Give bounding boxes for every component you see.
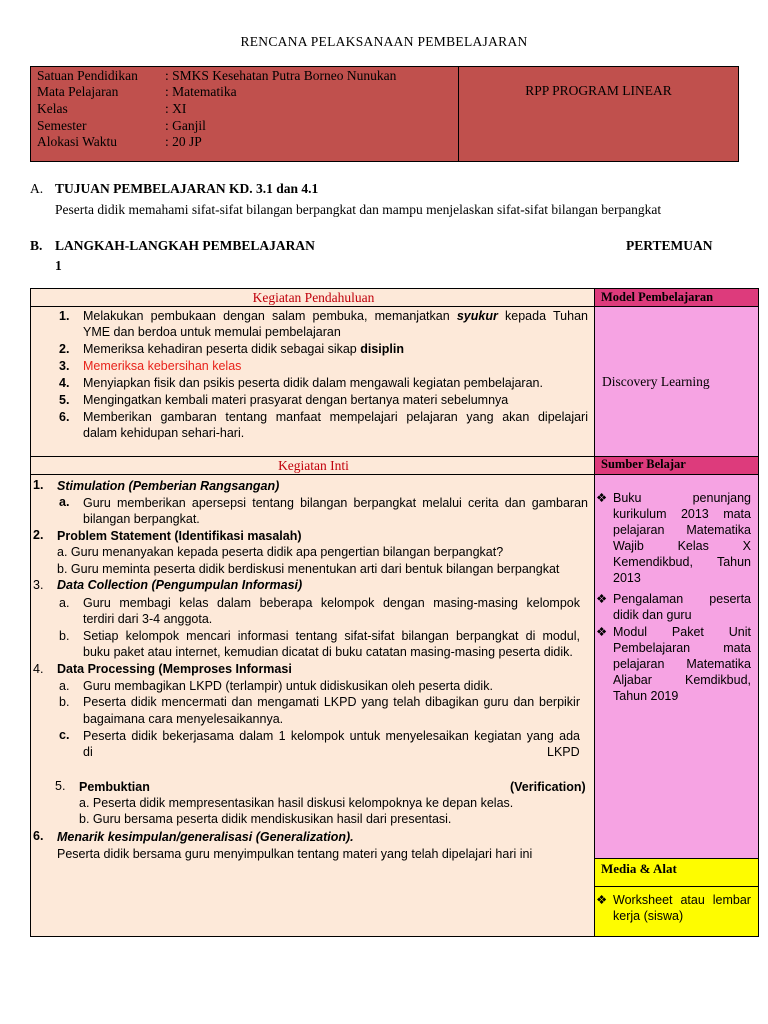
pertemuan-label: PERTEMUAN [626, 238, 713, 253]
sumber-header: Sumber Belajar [594, 456, 759, 475]
list-item: Menyiapkan fisik dan psikis peserta didik dalam mengawali kegiatan pembelajaran. [83, 376, 543, 390]
list-item: a. Peserta didik mempresentasikan hasil diskusi kelompoknya ke depan kelas. [79, 796, 514, 810]
model-body [594, 306, 759, 457]
diamond-bullet-icon: ❖ [596, 893, 608, 907]
model-value: Discovery Learning [602, 374, 710, 389]
model-header: Model Pembelajaran [594, 288, 759, 307]
section-b-letter: B. [30, 238, 43, 253]
list-item: Guru membagikan LKPD (terlampir) untuk didiskusikan oleh peserta didik. [83, 679, 493, 693]
media-item: Worksheet atau lembar kerja (siswa) [613, 893, 751, 923]
column-divider [458, 67, 459, 161]
diamond-bullet-icon: ❖ [596, 491, 608, 505]
identity-row: Kelas : XI [37, 101, 187, 116]
page-title: RENCANA PELAKSANAAN PEMBELAJARAN [240, 34, 528, 49]
list-item: Guru memberikan apersepsi tentang bilangan berpangkat melalui cerita dan gambaran [83, 496, 588, 510]
list-item: Guru membagi kelas dalam beberapa kelompok dengan masing-masing kelompok [83, 596, 580, 610]
list-item: Memeriksa kebersihan kelas [83, 359, 242, 373]
inti-header: Kegiatan Inti [30, 456, 595, 475]
pendahuluan-header: Kegiatan Pendahuluan [30, 288, 595, 307]
list-item: Peserta didik mencermati dan mengamati LKPD yang telah dibagikan guru dan berpikir [83, 695, 580, 709]
step-title: Data Collection (Pengumpulan Informasi) [57, 578, 303, 592]
section-a-letter: A. [30, 181, 44, 196]
media-header: Media & Alat [594, 858, 759, 887]
identity-box [30, 66, 739, 162]
section-a-text: Peserta didik memahami sifat-sifat bilangan berpangkat dan mampu menjelaskan sifat-sifat bilangan berpangkat [55, 202, 662, 217]
list-item: Memeriksa kehadiran peserta didik sebagai sikap disiplin [83, 342, 404, 356]
diamond-bullet-icon: ❖ [596, 592, 608, 606]
list-item: Melakukan pembukaan dengan salam pembuka, memanjatkan syukur kepada Tuhan [83, 309, 588, 323]
step-title: Problem Statement (Identifikasi masalah) [57, 529, 302, 543]
identity-row: Satuan Pendidikan : SMKS Kesehatan Putra Borneo Nunukan [37, 68, 397, 83]
pertemuan-number: 1 [55, 258, 62, 273]
step-title: Data Processing (Memproses Informasi [57, 662, 292, 676]
sumber-item: Modul Paket Unit Pembelajaran mata pelajaran Matematika Aljabar Kemdikbud, Tahun 2019 [613, 625, 751, 703]
list-item: Setiap kelompok mencari informasi tentang sifat-sifat bilangan berpangkat di modul, [83, 629, 580, 643]
diamond-bullet-icon: ❖ [596, 625, 608, 639]
step-title: Pembuktian [79, 780, 150, 794]
section-b-heading: LANGKAH-LANGKAH PEMBELAJARAN [55, 238, 315, 253]
section-a-heading: TUJUAN PEMBELAJARAN KD. 3.1 dan 4.1 [55, 181, 319, 196]
pendahuluan-body: 1. Melakukan pembukaan dengan salam pembuka, memanjatkan syukur kepada Tuhan YME dan berdoa untuk memulai pembelajaran 2. Memeriksa kehadiran peserta didik sebagai sikap disiplin 3. Memeriksa kebersihan kelas 4. Menyiapkan fisik dan psikis peserta didik dalam mengawali kegiatan pembelajaran. 5. Mengingatkan kembali materi prasyarat dengan bertanya materi sebelumnya 6. Memberikan gambaran tentang manfaat mempelajari pelajaran yang akan dipelajari dalam kehidupan sehari-hari. [30, 306, 595, 457]
inti-body: 1. Stimulation (Pemberian Rangsangan) a. Guru memberikan apersepsi tentang bilangan berpangkat melalui cerita dan gambaran bilangan berpangkat. 2. Problem Statement (Identifikasi masalah) a. Guru menanyakan kepada peserta didik apa pengertian bilangan berpangkat? b. Guru meminta peserta didik berdiskusi menentukan arti dari bentuk bilangan berpangkat 3. Data Collection (Pengumpulan Informasi) a. Guru membagi kelas dalam beberapa kelompok dengan masing-masing kelompok terdiri dari 3-4 anggota. b. Setiap kelompok mencari informasi tentang sifat-sifat bilangan berpangkat di modul, buku paket atau internet, kemudian dicatat di buku catatan masing-masing peserta didik. 4. Data Processing (Memproses Informasi a. Guru membagikan LKPD (terlampir) untuk didiskusikan oleh peserta didik. b. Peserta didik mencermati dan mengamati LKPD yang telah dibagikan guru dan berpikir bagaimana cara menyelesaikannya. c. Peserta didik bekerjasama dalam 1 kelompok untuk menyelesaikan kegiatan yang ada di LKPD 5. Pembuktian (Verification) a. Peserta didik mempresentasikan hasil diskusi kelompoknya ke depan kelas. b. Guru bersama peserta didik mendiskusikan hasil dari presentasi. 6. Menarik kesimpulan/generalisasi (Generalization). Peserta didik bersama guru menyimpulkan tentang materi yang telah dipelajari hari ini [30, 474, 595, 937]
list-item: Memberikan gambaran tentang manfaat mempelajari pelajaran yang akan dipelajari [83, 410, 588, 424]
list-item: Mengingatkan kembali materi prasyarat dengan bertanya materi sebelumnya [83, 393, 509, 407]
identity-row: Mata Pelajaran : Matematika [37, 84, 237, 99]
media-body [594, 886, 759, 937]
list-item: Peserta didik bekerjasama dalam 1 kelompok untuk menyelesaikan kegiatan yang ada [83, 729, 580, 743]
list-item: b. Guru meminta peserta didik berdiskusi menentukan arti dari bentuk bilangan berpangkat [57, 562, 560, 576]
sumber-item: Pengalaman peserta didik dan guru [613, 592, 751, 622]
list-item: b. Guru bersama peserta didik mendiskusikan hasil dari presentasi. [79, 812, 452, 826]
step-title: Stimulation (Pemberian Rangsangan) [57, 479, 280, 493]
program-title: RPP PROGRAM LINEAR [525, 83, 672, 98]
sumber-body [594, 474, 759, 859]
sumber-item: Buku penunjang kurikulum 2013 mata pelajaran Matematika Wajib Kelas X Kemendikbud, Tahun 2013 [613, 491, 751, 585]
identity-row: Alokasi Waktu : 20 JP [37, 134, 202, 149]
list-item: a. Guru menanyakan kepada peserta didik apa pengertian bilangan berpangkat? [57, 545, 504, 559]
list-item: Peserta didik bersama guru menyimpulkan tentang materi yang telah dipelajari hari ini [57, 847, 533, 861]
step-title: Menarik kesimpulan/generalisasi (Generalization). [57, 830, 354, 844]
identity-row: Semester : Ganjil [37, 118, 206, 133]
